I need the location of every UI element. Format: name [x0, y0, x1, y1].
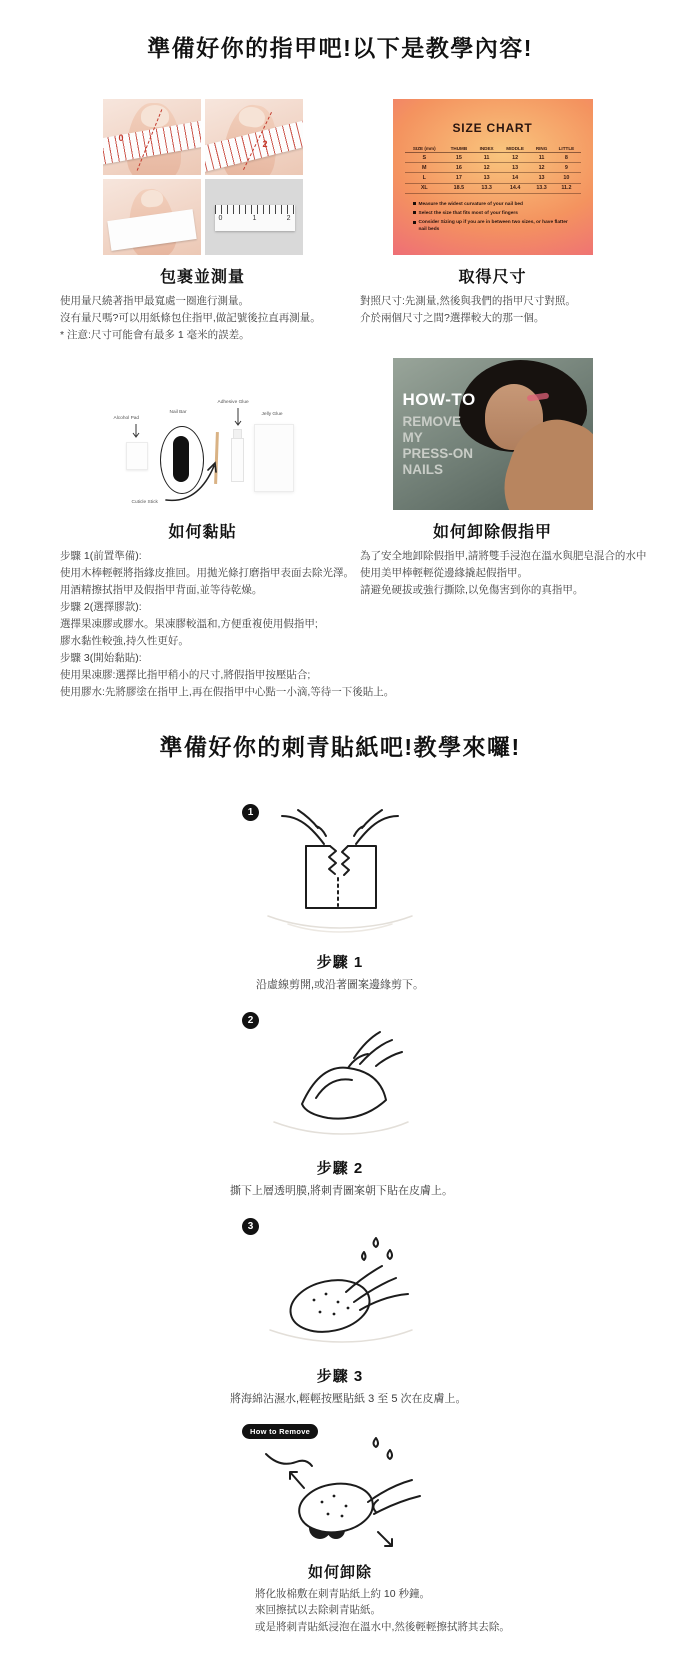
cell: 13 — [474, 173, 500, 183]
cell: 14.4 — [499, 183, 530, 193]
size-chart-bullets — [413, 201, 573, 234]
cell: 13 — [499, 163, 530, 173]
arrow-down-icon — [132, 424, 140, 440]
photo-overlay-lines — [403, 414, 474, 478]
bullet-square-icon — [413, 202, 416, 205]
get-size-text — [360, 293, 625, 327]
jelly-glue-sheet — [254, 424, 294, 492]
remove-nails-text — [360, 548, 647, 599]
peel-film-drawing — [230, 1002, 450, 1152]
cell: 12 — [499, 153, 530, 163]
text-line: 請避免硬拔或強行撕除,以免傷害到你的真指甲。 — [360, 584, 584, 596]
cell: 16 — [444, 163, 474, 173]
text-line: 用酒精擦拭指甲及假指甲背面,並等待乾燥。 — [60, 584, 263, 596]
size-chart-col: RING — [531, 144, 553, 153]
text-line: 步驟 1(前置準備): — [60, 550, 142, 562]
text-line: 使用美甲棒輕輕從邊緣撬起假指甲。 — [360, 567, 528, 579]
cell: 11 — [531, 153, 553, 163]
arrow-down-icon — [234, 408, 242, 428]
cell: 9 — [552, 163, 580, 173]
get-size-column — [360, 99, 625, 327]
text-line: 使用膠水:先將膠塗在指甲上,再在假指甲中心點一小滴,等待一下後貼上。 — [60, 686, 395, 698]
bullet-square-icon — [413, 211, 416, 214]
nail-kit-photo — [98, 370, 308, 510]
overlay-line: REMOVE — [402, 414, 462, 429]
photo-quadrant-4 — [205, 179, 303, 255]
tape-number: 2 — [262, 139, 268, 149]
text-line: 步驟 2(選擇膠款): — [60, 601, 142, 613]
finger-measuring-photo — [103, 99, 303, 255]
cell: 10 — [552, 173, 580, 183]
step-3-illustration — [230, 1208, 450, 1360]
ruler-number: 1 — [252, 215, 257, 222]
text-line: 膠水黏性較強,持久性更好。 — [60, 635, 189, 647]
photo-quadrant-2 — [205, 99, 303, 175]
nails-row-2 — [60, 358, 680, 701]
text-line: 使用量尺繞著指甲最寬處一圈進行測量。 — [60, 295, 249, 307]
cell: 13.3 — [531, 183, 553, 193]
cell: 14 — [499, 173, 530, 183]
photo-overlay-heading: HOW-TO — [402, 390, 476, 409]
step-1-caption: 沿虛線剪開,或沿著圖案邊緣剪下。 — [255, 979, 425, 991]
step-1-badge: 1 — [242, 804, 259, 821]
adhesive-glue-tube — [231, 438, 244, 482]
size-row-s — [405, 153, 581, 163]
step-1-title: 步驟 1 — [316, 954, 364, 971]
step-2-badge: 2 — [242, 1012, 259, 1029]
step-2-caption: 撕下上層透明膜,將刺青圖案朝下貼在皮膚上。 — [230, 1185, 454, 1197]
alcohol-pad — [126, 442, 148, 470]
cell: 11 — [474, 153, 500, 163]
size-row-xl — [405, 183, 581, 193]
tattoo-remove — [230, 1416, 510, 1635]
step-3-title: 步驟 3 — [316, 1368, 364, 1385]
cell: L — [405, 173, 445, 183]
size-chart-image — [393, 99, 593, 255]
overlay-line: MY — [402, 429, 423, 445]
cell: 11.2 — [552, 183, 580, 193]
kit-label: Cuticle Stick — [131, 500, 158, 505]
text-line: 介於兩個尺寸之間?選擇較大的那一個。 — [360, 312, 545, 324]
size-chart-title: SIZE CHART — [452, 121, 533, 135]
wrap-measure-text — [60, 293, 345, 344]
text-line: * 注意:尺寸可能會有最多 1 毫米的誤差。 — [60, 329, 250, 341]
cell: 13 — [531, 173, 553, 183]
how-to-apply-text — [60, 548, 395, 701]
nails-row-1 — [60, 99, 680, 344]
kit-label: Jelly Glue — [261, 412, 283, 417]
text-line: 來回擦拭以去除刺青貼紙。 — [255, 1604, 381, 1617]
cell: 13.3 — [474, 183, 500, 193]
how-to-remove-badge: How to Remove — [242, 1424, 318, 1439]
tattoo-remove-title: 如何卸除 — [307, 1564, 372, 1581]
size-chart-col: THUMB — [444, 144, 474, 153]
size-row-l — [405, 173, 581, 183]
cell: 12 — [531, 163, 553, 173]
remove-nails-title: 如何卸除假指甲 — [432, 524, 552, 541]
step-3-badge: 3 — [242, 1218, 259, 1235]
tattoo-step-2 — [230, 1002, 454, 1198]
step-2-title: 步驟 2 — [316, 1160, 364, 1177]
tattoo-step-3 — [230, 1208, 467, 1406]
size-chart-col: MIDDLE — [499, 144, 530, 153]
size-row-m — [405, 163, 581, 173]
size-chart-table — [405, 144, 581, 194]
photo-quadrant-3 — [103, 179, 201, 255]
overlay-line: NAILS — [402, 461, 443, 477]
size-chart-col: LITTLE — [552, 144, 580, 153]
how-to-apply-column — [60, 358, 395, 701]
bullet-text: Measure the widest curvature of your nail bed — [418, 201, 523, 207]
text-line: 選擇果凍膠或膠水。果凍膠較溫和,方便重複使用假指甲; — [60, 618, 318, 630]
tattoo-section-heading: 準備好你的刺青貼紙吧!教學來囉! — [159, 734, 521, 760]
tape-number: 0 — [118, 133, 124, 143]
tattoo-steps — [230, 794, 510, 1635]
cell: M — [405, 163, 445, 173]
wrap-measure-title: 包裹並測量 — [159, 269, 245, 286]
text-line: 為了安全地卸除假指甲,請將雙手浸泡在溫水與肥皂混合的水中 — [360, 550, 647, 562]
size-chart-col: INDEX — [474, 144, 500, 153]
kit-label: Alcohol Pad — [113, 416, 140, 421]
text-line: 使用木棒輕輕將指緣皮推回。用拋光條打磨指甲表面去除光澤。 — [60, 567, 354, 579]
nails-section-heading: 準備好你的指甲吧!以下是教學內容! — [147, 35, 533, 61]
cell: 17 — [444, 173, 474, 183]
curved-arrow-icon — [164, 458, 224, 504]
step-3-caption: 將海綿沾濕水,輕輕按壓貼紙 3 至 5 次在皮膚上。 — [230, 1393, 467, 1405]
cell: 8 — [552, 153, 580, 163]
cell: 18.5 — [444, 183, 474, 193]
get-size-title: 取得尺寸 — [458, 269, 527, 286]
how-to-apply-title: 如何黏貼 — [168, 524, 237, 541]
size-chart-col: SIZE (mm) — [405, 144, 445, 153]
text-line: 將化妝棉敷在刺青貼紙上約 10 秒鐘。 — [255, 1588, 431, 1600]
cell: 15 — [444, 153, 474, 163]
step-2-illustration — [230, 1002, 450, 1152]
cell: XL — [405, 183, 445, 193]
photo-quadrant-1 — [103, 99, 201, 175]
ruler-numbers — [219, 215, 291, 222]
step-1-illustration — [230, 794, 450, 946]
tattoo-step-1 — [230, 794, 450, 992]
tear-card-drawing — [230, 794, 450, 946]
cell: S — [405, 153, 445, 163]
press-sponge-drawing — [230, 1208, 450, 1360]
wrap-measure-column — [60, 99, 345, 344]
tattoo-remove-text — [255, 1586, 510, 1635]
remove-illustration — [230, 1416, 450, 1556]
text-line: 或是將刺青貼紙浸泡在溫水中,然後輕輕擦拭將其去除。 — [255, 1620, 510, 1633]
cell: 12 — [474, 163, 500, 173]
overlay-line: PRESS-ON — [402, 445, 474, 461]
ruler-number: 0 — [218, 215, 223, 222]
text-line: 步驟 3(開始黏貼): — [60, 652, 142, 664]
text-line: 使用果凍膠:選擇比指甲稍小的尺寸,將假指甲按壓貼合; — [60, 669, 311, 681]
bullet-text: Consider Sizing up if you are in between two sizes, or have flatter nail beds — [418, 220, 568, 233]
kit-label: Adhesive Glue — [217, 400, 249, 405]
bullet-text: Select the size that fits most of your fingers — [418, 210, 518, 216]
remove-nails-photo — [393, 358, 593, 510]
remove-nails-column — [360, 358, 647, 599]
kit-label: Nail Bar — [169, 410, 187, 415]
text-line: 對照尺寸:先測量,然後與我們的指甲尺寸對照。 — [360, 295, 576, 307]
ruler-number: 2 — [286, 215, 291, 222]
bullet-square-icon — [413, 221, 416, 224]
text-line: 沒有量尺嗎?可以用紙條包住指甲,做記號後拉直再測量。 — [60, 312, 321, 324]
